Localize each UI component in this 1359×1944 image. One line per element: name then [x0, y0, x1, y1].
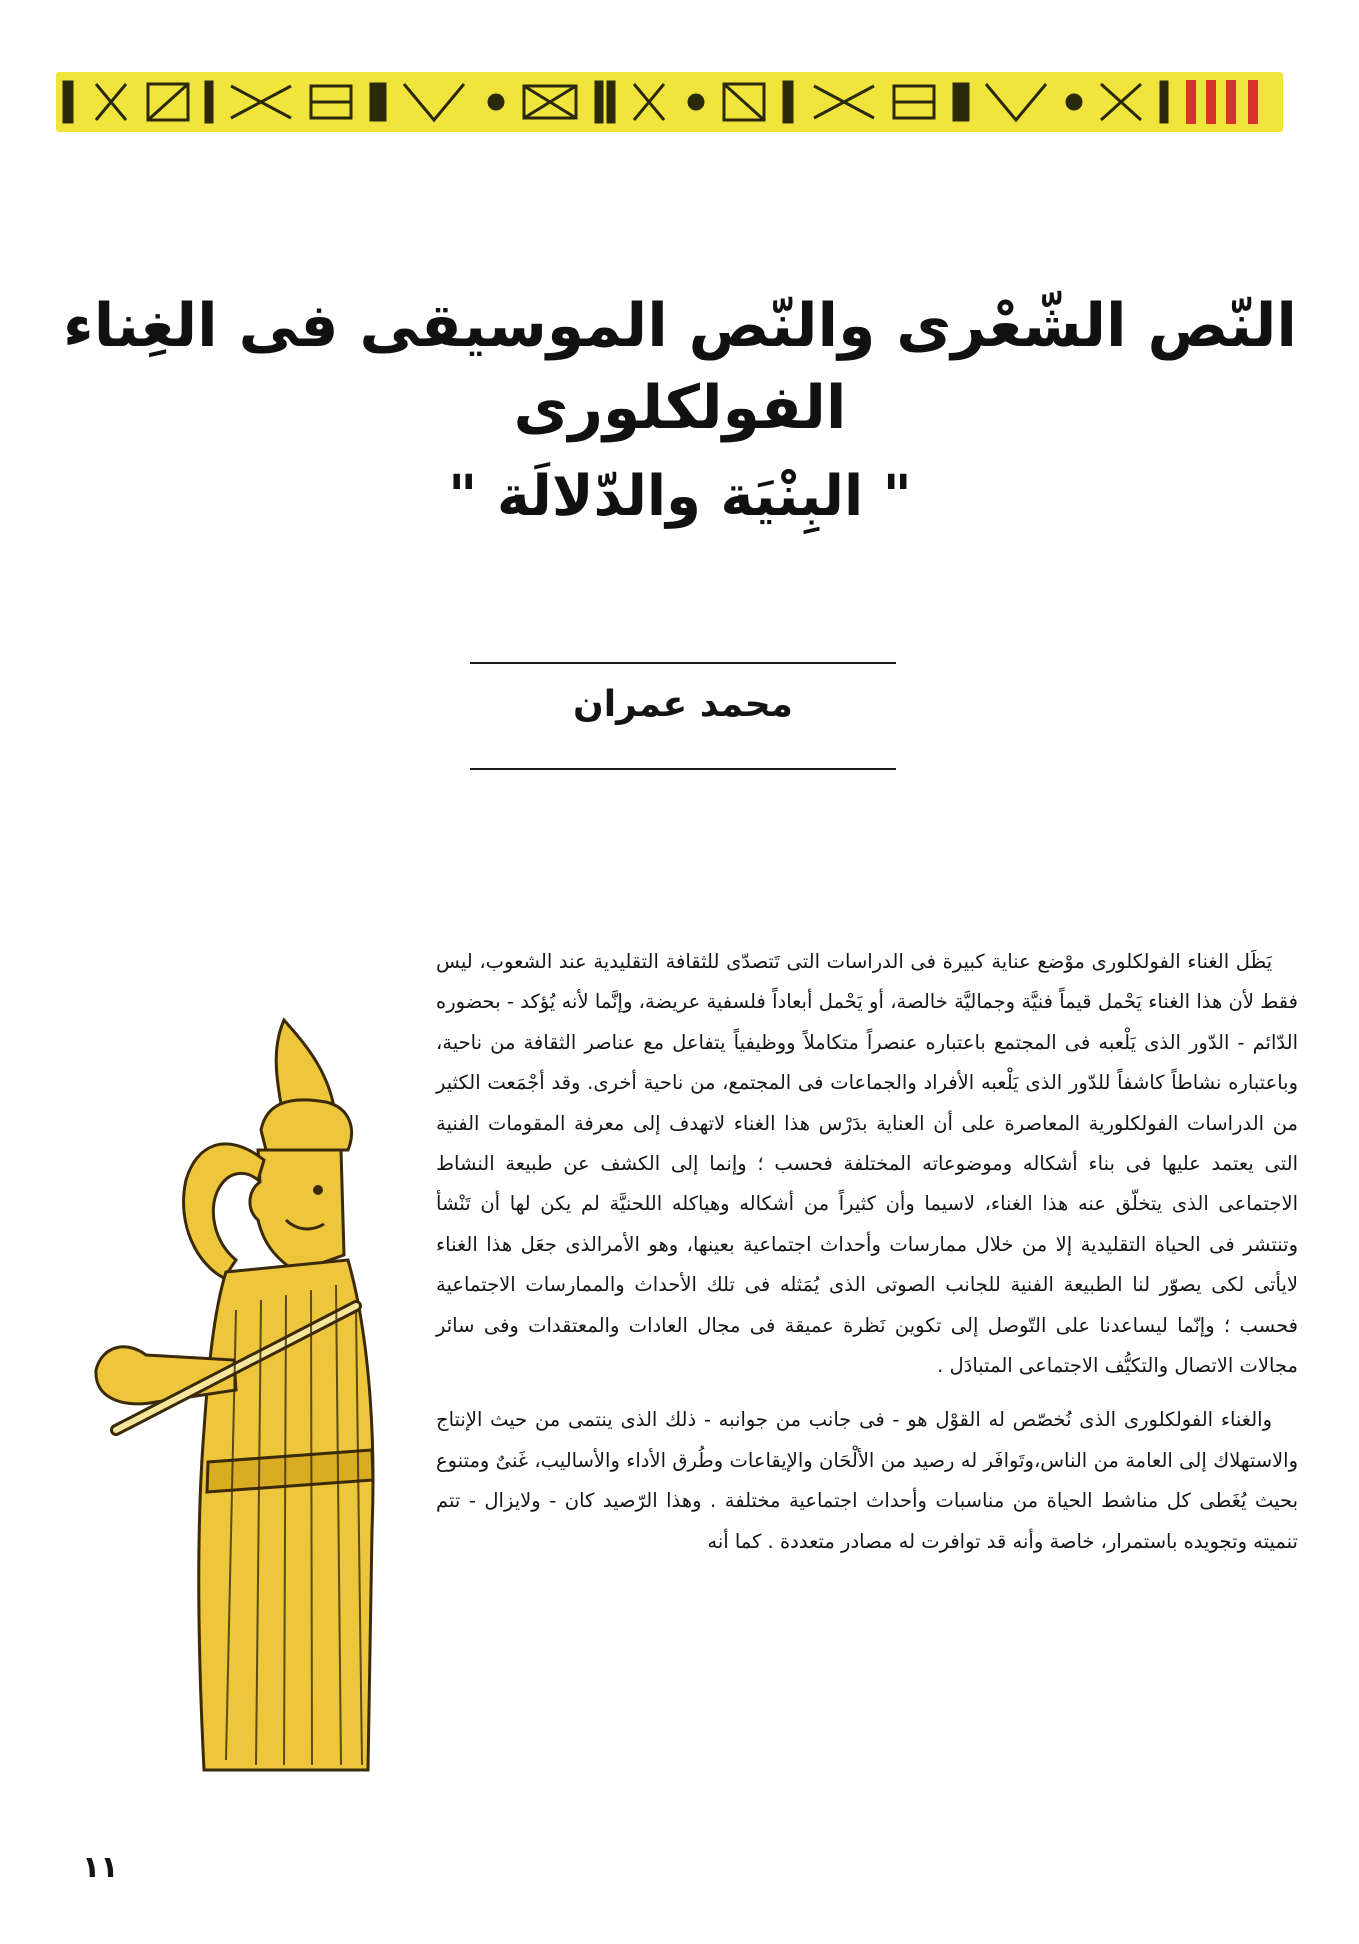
illustration [86, 1010, 406, 1780]
article-title [40, 285, 1320, 537]
geometric-folk-pattern-icon [56, 72, 1283, 132]
decorative-banner [56, 72, 1283, 132]
author-rule-top [470, 662, 896, 664]
author-name: محمد عمران [573, 684, 793, 725]
body-paragraph: والغناء الفولكلورى الذى نُخصّص له القوْل هو - فى جانب من جوانبه - ذلك الذى ينتمى من حيث الإنتاج والاستهلاك إلى العامة من الناس،وتَوافَر له رصيد من الألْحَان والإيقاعات وطُرق الأداء والأساليب، غَنىٌ ومتنوع بحيث يُغَطى كل مناشط الحياة من مناسبات وأحداث اجتماعية مختلفة . وهذا الرّصيد كان - ولايزال - تتم تنميته وتجويده باستمرار، خاصة وأنه قد توافرت له مصادر متعددة . كما أنه [436, 1408, 1298, 1553]
flute-player-illustration-icon [86, 1010, 406, 1780]
article-body [436, 942, 1298, 1562]
title-subtitle: " البِنْيَة والدّلالَة " [448, 464, 912, 529]
author-rule-bottom [470, 768, 896, 770]
page-number: ١١ [82, 1850, 119, 1885]
title-main: النّص الشّعْرى والنّص الموسيقى فى الغِناء الفولكلورى [63, 291, 1297, 443]
body-paragraph: يَظَل الغناء الفولكلورى موْضع عناية كبيرة فى الدراسات التى تَتصدّى للثقافة التقليدية عند الشعوب، ليس فقط لأن هذا الغناء يَحْمل قيماً فنيَّة وجماليَّة خالصة، أو يَحْمل أبعاداً فلسفية عريضة، وإنَّما لأنه يُؤكد - بحضوره الدّائم - الدّور الذى يَلْعبه فى المجتمع باعتباره عنصراً متكاملاً ووظيفياً يتفاعل مع عناصر الثقافة من ناحية، وباعتباره نشاطاً كاشفاً للدّور الذى يَلْعبه الأفراد والجماعات فى المجتمع، من ناحية أخرى. وقد أجْمَعت الكثير من الدراسات الفولكلورية المعاصرة على أن العناية بدَرْس هذا الغناء لاتهدف إلى معرفة المقومات الفنية التى يعتمد عليها فى بناء أشكاله وموضوعاته المختلفة فحسب ؛ وإنما إلى الكشف عن طبيعة النشاط الاجتماعى الذى يتخلّق عنه هذا الغناء، لاسيما وأن كثيراً من أشكاله وهياكله اللحنيَّة لم يكن لها أن تَنْشأ وتنتشر فى الحياة التقليدية إلا من خلال ممارسات وأحداث اجتماعية بعينها، وهو الأمرالذى جعَل هذا الغناء لايأتى لكى يصوّر لنا الطبيعة الفنية للجانب الصوتى الذى يُمَثله فى تلك الأحداث والممارسات الاجتماعية فحسب ؛ وإنّما ليساعدنا على التّوصل إلى تكوين نَظرة عميقة فى مجال العادات والمعتقدات وفى سائر مجالات الاتصال والتكيُّف الاجتماعى المتبادَل . [436, 950, 1298, 1378]
